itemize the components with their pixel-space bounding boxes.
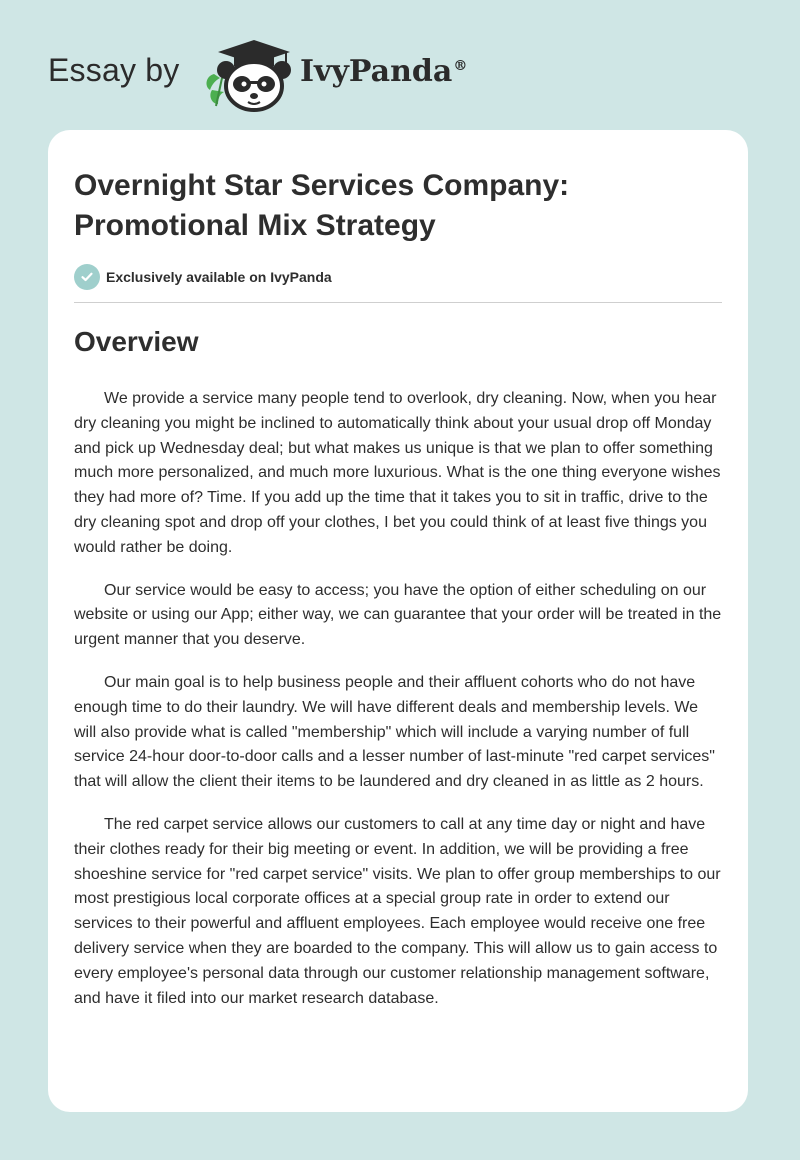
exclusive-badge — [74, 264, 332, 290]
essay-title: Overnight Star Services Company: Promotional Mix Strategy — [74, 169, 570, 242]
essay-card — [48, 130, 748, 1112]
site-header — [0, 0, 800, 130]
essay-body — [74, 387, 724, 1029]
brand-name[interactable] — [300, 54, 467, 89]
brand-name-text: IvyPanda — [300, 54, 453, 89]
paragraph: We provide a service many people tend to overlook, dry cleaning. Now, when you hear dry cleaning you might be inclined to automatically think about your usual drop off Monday and pick up Wednesday deal; but what makes us unique is that we plan to offer something much more personalized, and much more luxurious. What is the one thing everyone wishes they had more of? Time. If you add up the time that it takes you to sit in traffic, drive to the dry cleaning spot and drop off your clothes, I bet you could think of at least five things you would rather be doing. — [74, 390, 721, 556]
panda-graduate-logo-icon[interactable] — [200, 34, 296, 112]
section-heading-overview: Overview — [74, 326, 199, 357]
paragraph: Our service would be easy to access; you have the option of either scheduling on our website or using our App; either way, we can guarantee that your order will be treated in the urgent manner that you deserve. — [74, 581, 722, 649]
title-divider — [74, 302, 722, 303]
paragraph: The red carpet service allows our customers to call at any time day or night and have their clothes ready for their big meeting or event. In addition, we will be providing a free shoeshine service for "red carpet service" visits. We plan to offer group memberships to our most prestigious local corporate offices at a special group rate in order to extend our services to their powerful and affluent employees. Each employee would receive one free delivery service when they are boarded to the company. This will allow us to gain access to every employee's personal data through our customer relationship management software, and have it filed into our market research database. — [74, 815, 721, 1007]
ivy-leaf-icon — [207, 74, 224, 106]
registered-mark: ® — [453, 58, 468, 74]
essay-by-label: Essay by — [48, 52, 180, 88]
paragraph: Our main goal is to help business people and their affluent cohorts who do not have enough time to do their laundry. We will have different deals and membership levels. We will also provide what is called "membership" which will include a varying number of full service 24-hour door-to-door calls and a lesser number of last-minute "red carpet services" that will allow the client their items to be laundered and dry cleaned in as little as 2 hours. — [74, 673, 715, 791]
exclusive-badge-label: Exclusively available on IvyPanda — [106, 269, 332, 285]
check-circle-icon — [74, 264, 100, 290]
